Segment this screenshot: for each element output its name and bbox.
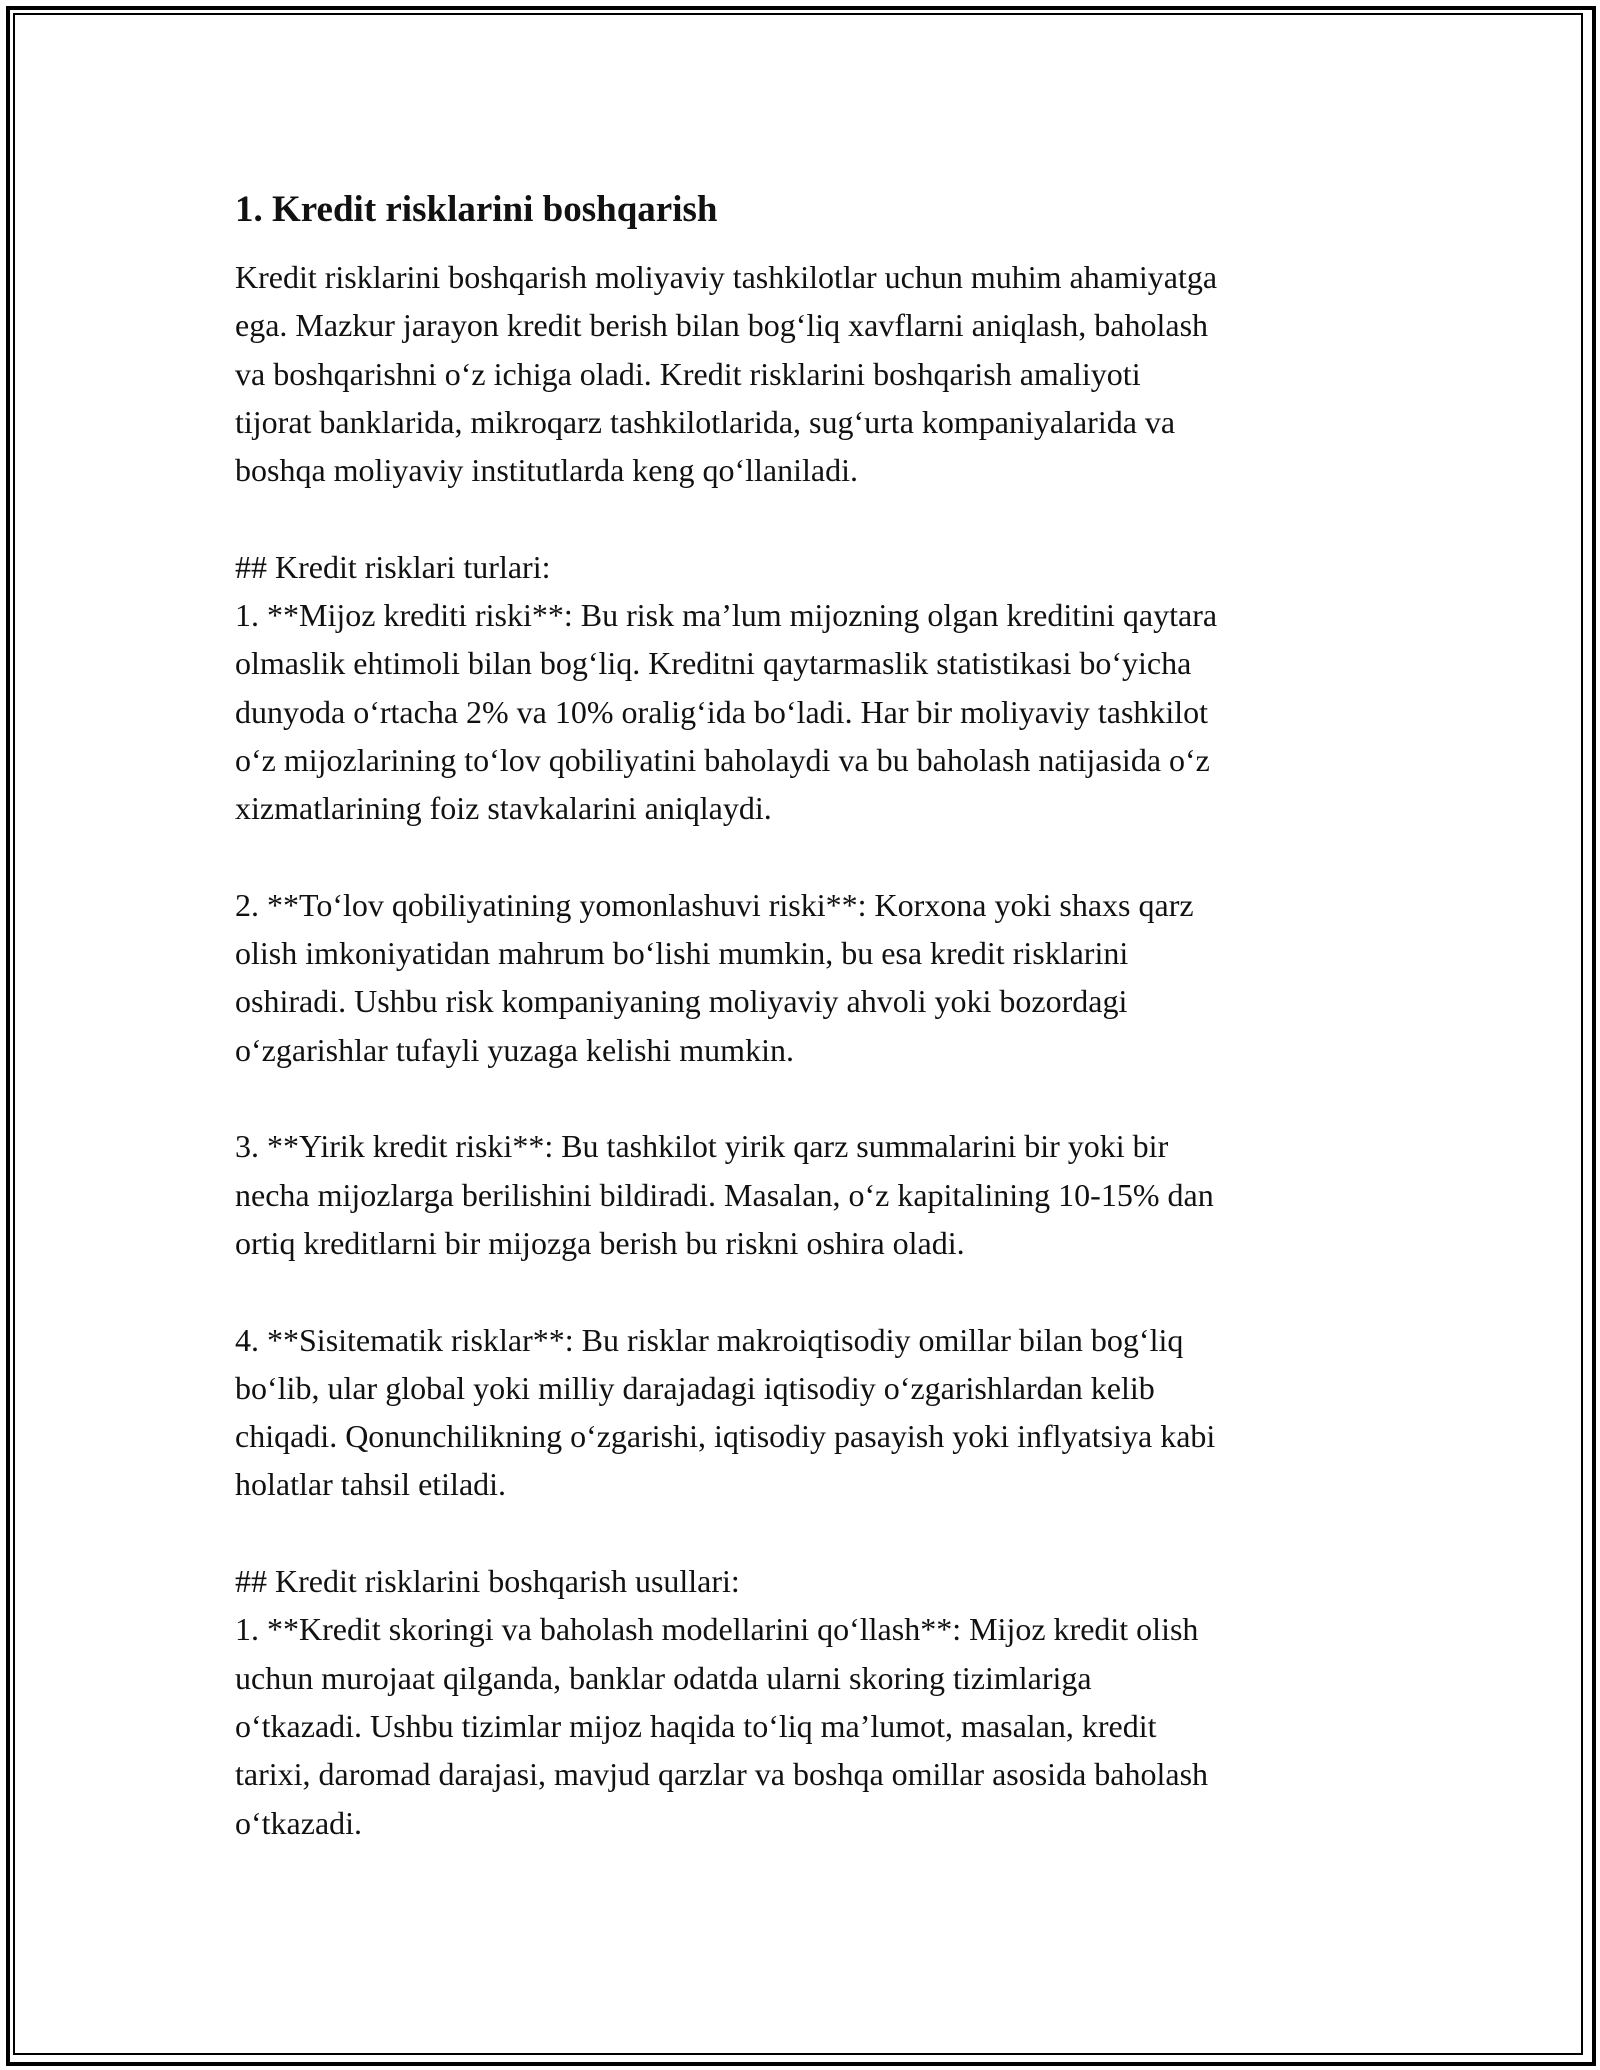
paragraph-gap	[235, 1267, 1385, 1315]
text-line: boshqa moliyaviy institutlarda keng qo‘llaniladi.	[235, 452, 858, 489]
text-line: necha mijozlarga berilishini bildiradi. Masalan, o‘z kapitalining 10-15% dan	[235, 1176, 1214, 1213]
text-line: tarixi, daromad darajasi, mavjud qarzlar va boshqa omillar asosida baholash	[235, 1756, 1209, 1793]
text-line: xizmatlarining foiz stavkalarini aniqlaydi.	[235, 790, 772, 827]
paragraph-gap	[235, 1074, 1385, 1122]
paragraph-gap	[235, 494, 1385, 542]
text-line: chiqadi. Qonunchilikning o‘zgarishi, iqtisodiy pasayish yoki inflyatsiya kabi	[235, 1418, 1216, 1455]
section-heading: ## Kredit risklarini boshqarish usullari:	[235, 1563, 740, 1600]
section-risk-types	[235, 543, 1385, 833]
paragraph-gap	[235, 833, 1385, 881]
text-line: ortiq kreditlarni bir mijozga berish bu riskni oshira oladi.	[235, 1224, 965, 1261]
text-line: 2. **To‘lov qobiliyatining yomonlashuvi riski**: Korxona yoki shaxs qarz	[235, 886, 1194, 923]
text-line: uchun murojaat qilganda, banklar odatda ularni skoring tizimlariga	[235, 1659, 1092, 1696]
document-page	[235, 182, 1385, 1847]
risk-item-2	[235, 881, 1385, 1074]
text-line: o‘tkazadi.	[235, 1804, 363, 1841]
text-line: o‘tkazadi. Ushbu tizimlar mijoz haqida to‘liq ma’lumot, masalan, kredit	[235, 1707, 1157, 1744]
text-line: ega. Mazkur jarayon kredit berish bilan bog‘liq xavflarni aniqlash, baholash	[235, 307, 1209, 344]
text-line: 1. **Kredit skoringi va baholash modellarini qo‘llash**: Mijoz kredit olish	[235, 1611, 1199, 1648]
text-line: holatlar tahsil etiladi.	[235, 1466, 507, 1503]
text-line: va boshqarishni o‘z ichiga oladi. Kredit risklarini boshqarish amaliyoti	[235, 355, 1141, 392]
intro-paragraph	[235, 253, 1385, 494]
section-heading: ## Kredit risklari turlari:	[235, 548, 551, 585]
text-line: o‘z mijozlarining to‘lov qobiliyatini baholaydi va bu baholash natijasida o‘z	[235, 741, 1210, 778]
text-line: olmaslik ehtimoli bilan bog‘liq. Kreditni qaytarmaslik statistikasi bo‘yicha	[235, 645, 1192, 682]
text-line: oshiradi. Ushbu risk kompaniyaning moliyaviy ahvoli yoki bozordagi	[235, 983, 1128, 1020]
text-line: bo‘lib, ular global yoki milliy darajadagi iqtisodiy o‘zgarishlardan kelib	[235, 1369, 1155, 1406]
text-line: tijorat banklarida, mikroqarz tashkilotlarida, sug‘urta kompaniyalarida va	[235, 403, 1176, 440]
risk-item-3	[235, 1122, 1385, 1267]
paragraph-gap	[235, 1509, 1385, 1557]
text-line: olish imkoniyatidan mahrum bo‘lishi mumkin, bu esa kredit risklarini	[235, 935, 1129, 972]
risk-item-4	[235, 1316, 1385, 1509]
text-line: o‘zgarishlar tufayli yuzaga kelishi mumkin.	[235, 1031, 794, 1068]
text-line: 1. **Mijoz krediti riski**: Bu risk ma’lum mijozning olgan kreditini qaytara	[235, 597, 1218, 634]
text-line: 3. **Yirik kredit riski**: Bu tashkilot yirik qarz summalarini bir yoki bir	[235, 1128, 1169, 1165]
section-management-methods	[235, 1557, 1385, 1847]
text-line: Kredit risklarini boshqarish moliyaviy tashkilotlar uchun muhim ahamiyatga	[235, 259, 1218, 295]
text-line: 4. **Sisitematik risklar**: Bu risklar makroiqtisodiy omillar bilan bog‘liq	[235, 1321, 1184, 1358]
text-line: dunyoda o‘rtacha 2% va 10% oralig‘ida bo‘ladi. Har bir moliyaviy tashkilot	[235, 693, 1209, 730]
document-title: 1. Kredit risklarini boshqarish	[235, 189, 718, 230]
